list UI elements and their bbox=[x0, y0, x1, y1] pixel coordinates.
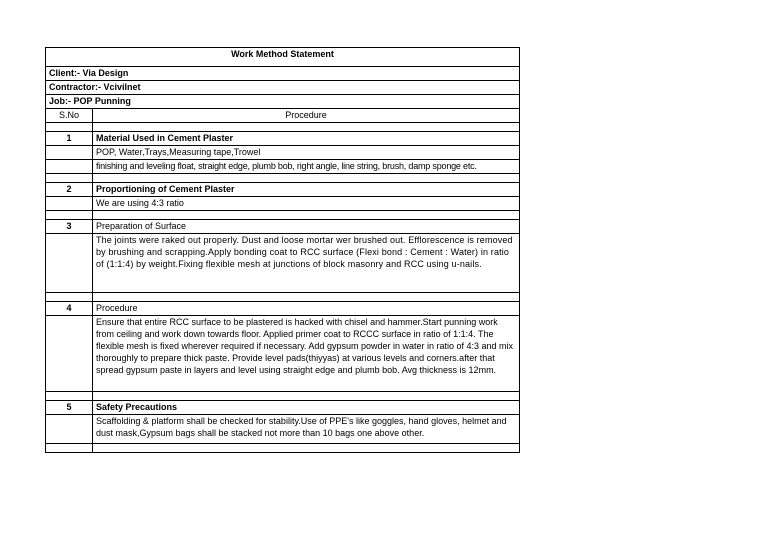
section-1-line-row bbox=[46, 160, 520, 174]
client-row bbox=[46, 67, 520, 81]
empty-cell bbox=[93, 211, 520, 220]
empty-cell bbox=[93, 293, 520, 302]
section-4-heading: Procedure bbox=[93, 302, 520, 316]
section-5-number: 5 bbox=[46, 401, 93, 415]
section-3-heading: Preparation of Surface bbox=[93, 220, 520, 234]
section-2-line-row bbox=[46, 197, 520, 211]
spacer-row bbox=[46, 123, 520, 132]
section-5-text: Scaffolding & platform shall be checked for stability.Use of PPE's like goggles, hand gloves, helmet and dust mask,Gypsum bags shall be stacked not more than 10 bags one above other. bbox=[93, 415, 520, 444]
empty-cell bbox=[46, 211, 93, 220]
spacer-row bbox=[46, 444, 520, 453]
empty-cell bbox=[46, 197, 93, 211]
section-1-line-2: finishing and leveling float, straight edge, plumb bob, right angle, line string, brush, damp sponge etc. bbox=[93, 160, 520, 174]
section-2-line-1: We are using 4:3 ratio bbox=[93, 197, 520, 211]
section-1-heading: Material Used in Cement Plaster bbox=[93, 132, 520, 146]
contractor-label: Contractor:- Vcivilnet bbox=[46, 81, 520, 95]
spacer-row bbox=[46, 211, 520, 220]
spacer-row bbox=[46, 293, 520, 302]
section-1-number: 1 bbox=[46, 132, 93, 146]
document-title: Work Method Statement bbox=[46, 48, 520, 67]
section-4-number: 4 bbox=[46, 302, 93, 316]
section-1-line-1: POP, Water,Trays,Measuring tape,Trowel bbox=[93, 146, 520, 160]
sno-column-header: S.No bbox=[46, 109, 93, 123]
empty-cell bbox=[93, 392, 520, 401]
spacer-row bbox=[46, 174, 520, 183]
client-label: Client:- Via Design bbox=[46, 67, 520, 81]
section-4-heading-row bbox=[46, 302, 520, 316]
empty-cell bbox=[46, 123, 93, 132]
section-4-text: Ensure that entire RCC surface to be plastered is hacked with chisel and hammer.Start punning work from ceiling and work down towards floor. Applied primer coat to RCCC surface in ratio of 1:1:4. The flexible mesh is fixed wherever required if necessary. Add gypsum powder in water in ratio of 4:3 and mix thoroughly to prepare thick paste. Provide level pads(thiyyas) at various levels and corners.after that spread gypsum paste in layers and level using straight edge and plumb bob. Avg thickness is 12mm. bbox=[93, 316, 520, 392]
section-3-number: 3 bbox=[46, 220, 93, 234]
empty-cell bbox=[93, 444, 520, 453]
section-3-text-row bbox=[46, 234, 520, 293]
procedure-column-header: Procedure bbox=[93, 109, 520, 123]
section-5-heading-row bbox=[46, 401, 520, 415]
empty-cell bbox=[93, 174, 520, 183]
empty-cell bbox=[46, 316, 93, 392]
title-row bbox=[46, 48, 520, 67]
section-5-text-row bbox=[46, 415, 520, 444]
section-3-text: The joints were raked out properly. Dust and loose mortar wer brushed out. Efflorescence is removed by brushing and scrapping.Apply bonding coat to RCC surface (Flexi bond : Cement : Water) in ratio of (1:1:4) by weight.Fixing flexible mesh at junctions of block masonry and RCC using u-nails. bbox=[93, 234, 520, 293]
empty-cell bbox=[46, 392, 93, 401]
section-4-text-row bbox=[46, 316, 520, 392]
work-method-statement-table bbox=[45, 47, 520, 453]
section-2-heading: Proportioning of Cement Plaster bbox=[93, 183, 520, 197]
section-5-heading: Safety Precautions bbox=[93, 401, 520, 415]
empty-cell bbox=[46, 293, 93, 302]
empty-cell bbox=[46, 160, 93, 174]
spacer-row bbox=[46, 392, 520, 401]
contractor-row bbox=[46, 81, 520, 95]
section-3-heading-row bbox=[46, 220, 520, 234]
empty-cell bbox=[93, 123, 520, 132]
section-2-heading-row bbox=[46, 183, 520, 197]
empty-cell bbox=[46, 146, 93, 160]
job-label: Job:- POP Punning bbox=[46, 95, 520, 109]
empty-cell bbox=[46, 234, 93, 293]
section-1-heading-row bbox=[46, 132, 520, 146]
section-2-number: 2 bbox=[46, 183, 93, 197]
empty-cell bbox=[46, 415, 93, 444]
section-1-line-row bbox=[46, 146, 520, 160]
column-header-row bbox=[46, 109, 520, 123]
empty-cell bbox=[46, 174, 93, 183]
empty-cell bbox=[46, 444, 93, 453]
job-row bbox=[46, 95, 520, 109]
